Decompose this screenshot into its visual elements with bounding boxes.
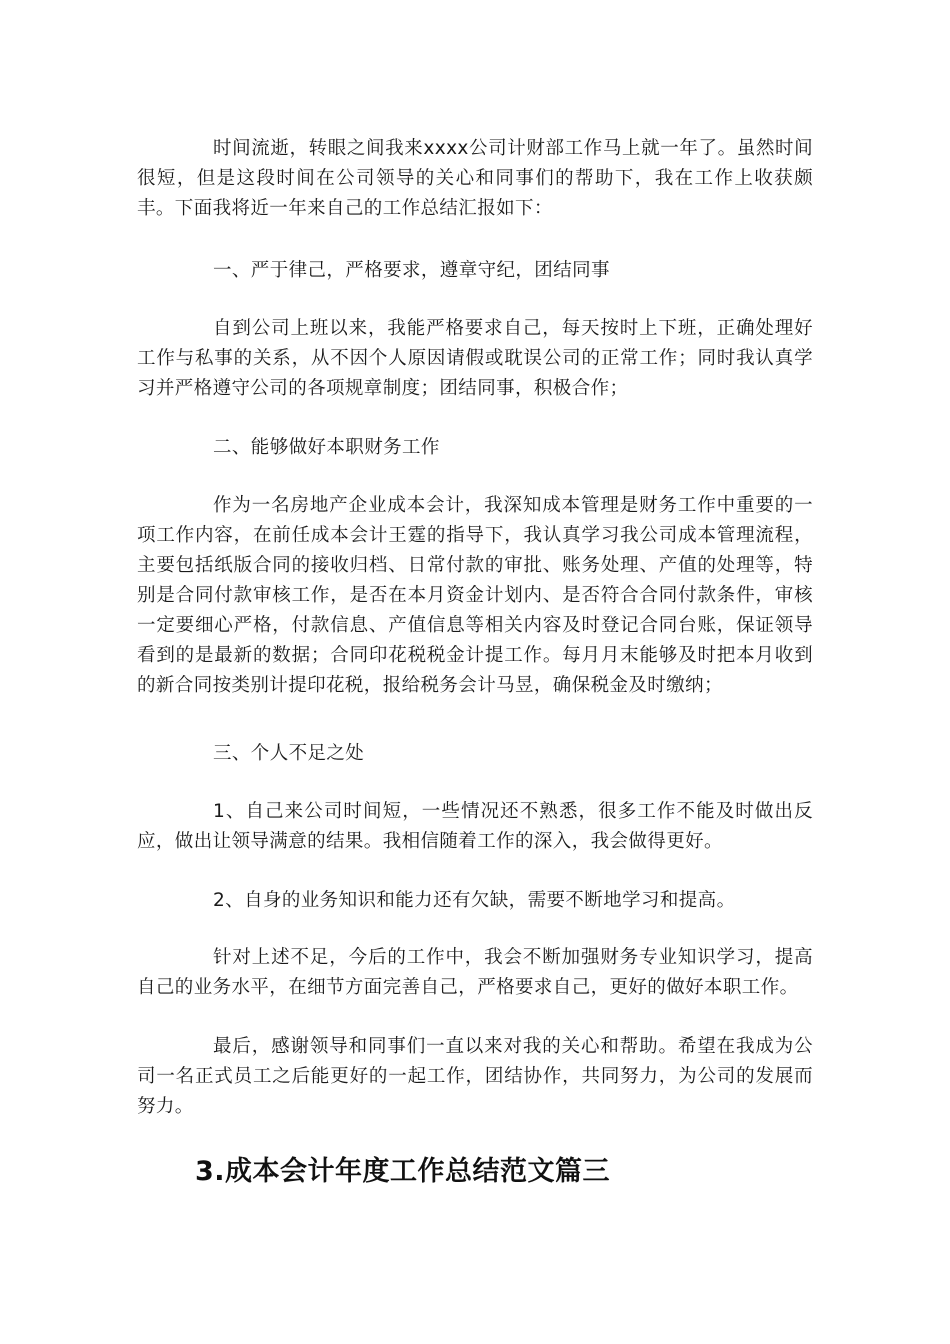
heading-two: 二、能够做好本职财务工作: [213, 437, 440, 458]
paragraph-improvement: 针对上述不足，今后的工作中，我会不断加强财务专业知识学习，提高自己的业务水平，在细节方面完善自己，严格要求自己，更好的做好本职工作。: [137, 947, 813, 998]
shortcoming-item-two: 2、自身的业务知识和能力还有欠缺，需要不断地学习和提高。: [213, 890, 736, 911]
heading-one: 一、严于律己，严格要求，遵章守纪，团结同事: [213, 260, 610, 281]
shortcoming-item-one: 1、自己来公司时间短，一些情况还不熟悉，很多工作不能及时做出反应，做出让领导满意的结果。我相信随着工作的深入，我会做得更好。: [137, 801, 813, 852]
heading-three: 三、个人不足之处: [213, 743, 365, 764]
section-title: 3.成本会计年度工作总结范文篇三: [195, 1156, 611, 1187]
paragraph-closing: 最后，感谢领导和同事们一直以来对我的关心和帮助。希望在我成为公司一名正式员工之后能更好的一起工作，团结协作，共同努力，为公司的发展而努力。: [137, 1036, 813, 1117]
intro-paragraph: 时间流逝，转眼之间我来xxxx公司计财部工作马上就一年了。虽然时间很短，但是这段时间在公司领导的关心和同事们的帮助下，我在工作上收获颇丰。下面我将近一年来自己的工作总结汇报如下：: [137, 138, 813, 219]
paragraph-discipline: 自到公司上班以来，我能严格要求自己，每天按时上下班，正确处理好工作与私事的关系，从不因个人原因请假或耽误公司的正常工作；同时我认真学习并严格遵守公司的各项规章制度；团结同事，积极合作；: [137, 318, 813, 399]
paragraph-duties: 作为一名房地产企业成本会计，我深知成本管理是财务工作中重要的一项工作内容，在前任成本会计王霆的指导下，我认真学习我公司成本管理流程，主要包括纸版合同的接收归档、日常付款的审批、账务处理、产值的处理等，特别是合同付款审核工作，是否在本月资金计划内、是否符合合同付款条件，审核一定要细心严格，付款信息、产值信息等相关内容及时登记合同台账，保证领导看到的是最新的数据；合同印花税税金计提工作。每月月末能够及时把本月收到的新合同按类别计提印花税，报给税务会计马昱，确保税金及时缴纳；: [137, 495, 813, 696]
